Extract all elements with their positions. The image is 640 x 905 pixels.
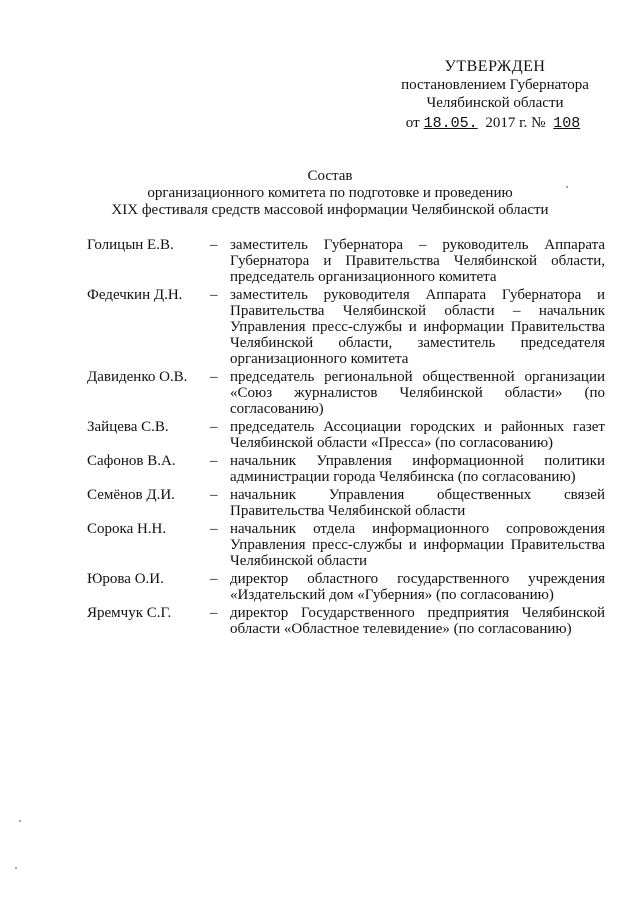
member-row — [87, 521, 605, 569]
member-name: Давиденко О.В. — [87, 369, 188, 385]
member-name: Сафонов В.А. — [87, 453, 176, 469]
member-dash: – — [210, 237, 218, 253]
heading-line-3: XIX фестиваля средств массовой информации Челябинской области — [111, 202, 549, 218]
member-role: председатель региональной общественной организации «Союз журналистов Челябинской области» (по согласованию) — [230, 369, 605, 417]
approval-title: УТВЕРЖДЕН — [444, 58, 546, 75]
member-dash: – — [210, 419, 218, 435]
heading-line-2: организационного комитета по подготовке и проведению — [147, 185, 513, 201]
member-dash: – — [210, 453, 218, 469]
member-role: начальник отдела информационного сопровождения Управления пресс-службы и информации Правительства Челябинской области — [230, 521, 605, 569]
year-text: 2017 г. № — [485, 115, 546, 131]
member-role: заместитель Губернатора – руководитель Аппарата Губернатора и Правительства Челябинской области, председатель организационного комитета — [230, 237, 605, 285]
member-name: Сорока Н.Н. — [87, 521, 167, 537]
member-dash: – — [210, 487, 218, 503]
member-row — [87, 571, 605, 603]
member-role: председатель Ассоциации городских и районных газет Челябинской области «Пресса» (по согласованию) — [230, 419, 605, 451]
heading-line-1: Состав — [307, 168, 353, 184]
member-dash: – — [210, 287, 218, 303]
member-dash: – — [210, 369, 218, 385]
member-row — [87, 605, 605, 637]
document-number: 108 — [553, 115, 581, 132]
member-dash: – — [210, 521, 218, 537]
member-name: Зайцева С.В. — [87, 419, 169, 435]
member-name: Семёнов Д.И. — [87, 487, 175, 503]
member-list — [87, 237, 605, 639]
scan-speck — [19, 820, 21, 822]
member-role: директор областного государственного учреждения «Издательский дом «Губерния» (по согласованию) — [230, 571, 605, 603]
date-value: 18.05. — [423, 115, 478, 132]
member-row — [87, 369, 605, 417]
approval-date-line — [380, 114, 610, 133]
member-role: начальник Управления информационной политики администрации города Челябинска (по согласованию) — [230, 453, 605, 485]
member-name: Федечкин Д.Н. — [87, 287, 183, 303]
scan-speck — [566, 186, 568, 188]
approval-line-2: Челябинской области — [426, 95, 564, 111]
member-role: директор Государственного предприятия Челябинской области «Областное телевидение» (по согласованию) — [230, 605, 605, 637]
member-row — [87, 453, 605, 485]
member-name: Голицын Е.В. — [87, 237, 174, 253]
scan-speck — [15, 867, 17, 869]
member-row — [87, 419, 605, 451]
date-prefix: от — [405, 115, 420, 131]
document-heading — [60, 168, 600, 219]
member-row — [87, 487, 605, 519]
member-dash: – — [210, 605, 218, 621]
approval-block — [380, 58, 610, 133]
approval-line-1: постановлением Губернатора — [401, 77, 589, 93]
member-name: Яремчук С.Г. — [87, 605, 172, 621]
member-role: начальник Управления общественных связей Правительства Челябинской области — [230, 487, 605, 519]
member-row — [87, 287, 605, 367]
member-row — [87, 237, 605, 285]
member-role: заместитель руководителя Аппарата Губернатора и Правительства Челябинской области – начальник Управления пресс-службы и информации Правительства Челябинской области, заместитель председателя организационного комитета — [230, 287, 605, 367]
member-name: Юрова О.И. — [87, 571, 164, 587]
member-dash: – — [210, 571, 218, 587]
